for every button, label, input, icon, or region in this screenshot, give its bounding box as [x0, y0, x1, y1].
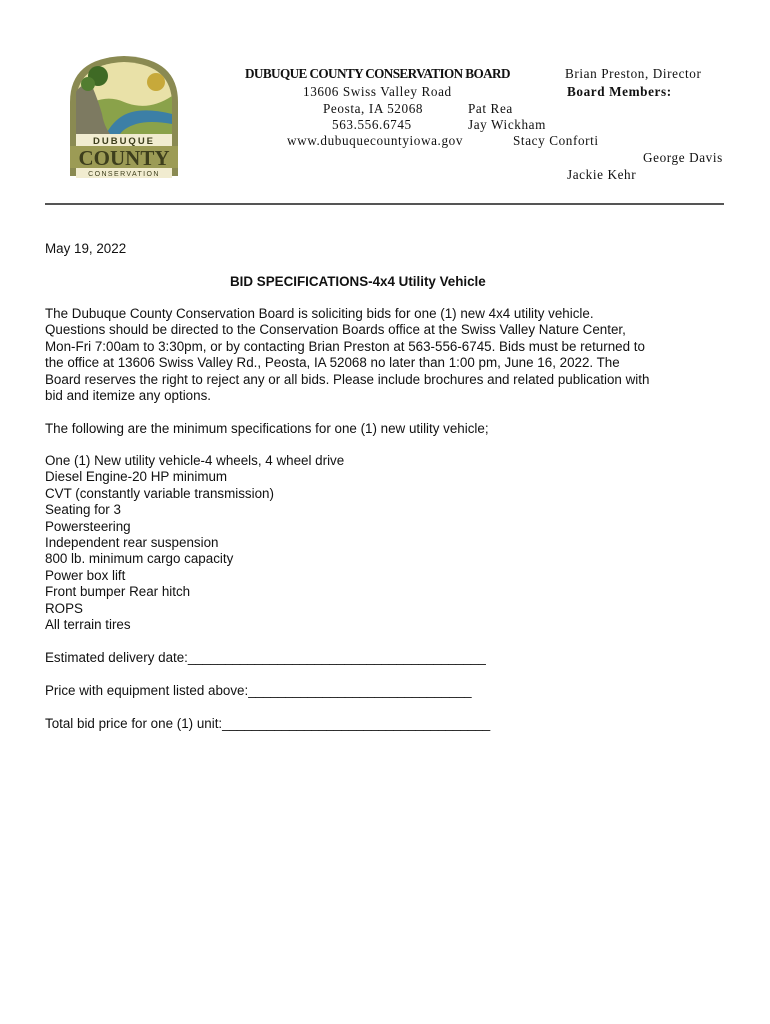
- intro-line: the office at 13606 Swiss Valley Rd., Peosta, IA 52068 no later than 1:00 pm, June 16, 2022. The: [45, 355, 620, 371]
- spec-item: Seating for 3: [45, 502, 121, 518]
- spec-item: Diesel Engine-20 HP minimum: [45, 469, 228, 485]
- phone-number: 563.556.6745: [332, 117, 412, 132]
- director-name: Brian Preston, Director: [565, 66, 702, 81]
- document-title: BID SPECIFICATIONS-4x4 Utility Vehicle: [230, 274, 486, 289]
- website-link[interactable]: www.dubuquecountyiowa.gov: [287, 133, 464, 148]
- equipment-price-field[interactable]: Price with equipment listed above:______________________________: [45, 683, 472, 698]
- header-divider: [45, 203, 724, 205]
- board-members-label: Board Members:: [567, 84, 672, 99]
- spec-item: One (1) New utility vehicle-4 wheels, 4 wheel drive: [45, 453, 345, 468]
- document-date: May 19, 2022: [45, 241, 127, 256]
- board-member: George Davis: [643, 150, 723, 165]
- intro-line: The Dubuque County Conservation Board is soliciting bids for one (1) new 4x4 utility vehicle.: [45, 306, 594, 321]
- logo-top-text: DUBUQUE: [92, 136, 156, 147]
- org-name: DUBUQUE COUNTY CONSERVATION BOARD: [245, 66, 510, 81]
- address-line-1: 13606 Swiss Valley Road: [303, 84, 452, 99]
- delivery-date-field[interactable]: Estimated delivery date:________________________________________: [45, 650, 486, 665]
- intro-paragraph: [45, 306, 705, 404]
- spec-item: Front bumper Rear hitch: [45, 584, 191, 600]
- spec-item: CVT (constantly variable transmission): [45, 485, 274, 501]
- board-member: Jackie Kehr: [567, 167, 637, 182]
- intro-line: Mon-Fri 7:00am to 3:30pm, or by contacting Brian Preston at 563-556-6745. Bids must be returned to: [45, 338, 645, 354]
- address-line-2: Peosta, IA 52068: [323, 101, 424, 116]
- logo-bottom-text: CONSERVATION: [88, 171, 160, 178]
- board-member: Jay Wickham: [468, 117, 546, 132]
- logo-main-text: COUNTY: [78, 146, 170, 170]
- spec-item: Power box lift: [45, 567, 126, 583]
- dubuque-county-conservation-logo: [62, 52, 186, 182]
- intro-line: bid and itemize any options.: [45, 388, 211, 404]
- intro-line: Questions should be directed to the Conservation Boards office at the Swiss Valley Nature Center,: [45, 322, 626, 338]
- spec-item: 800 lb. minimum cargo capacity: [45, 551, 234, 567]
- specifications-list: [45, 453, 344, 633]
- spec-item: ROPS: [45, 600, 83, 616]
- logo-foliage: [147, 73, 165, 91]
- intro-line: Board reserves the right to reject any or all bids. Please include brochures and related publication with: [45, 371, 650, 387]
- board-member: Pat Rea: [468, 101, 513, 116]
- spec-item: All terrain tires: [45, 616, 131, 632]
- total-bid-price-field[interactable]: Total bid price for one (1) unit:____________________________________: [45, 716, 491, 731]
- specs-lead-text: The following are the minimum specifications for one (1) new utility vehicle;: [45, 421, 489, 436]
- spec-item: Powersteering: [45, 518, 131, 534]
- logo-tree-2: [81, 77, 95, 91]
- spec-item: Independent rear suspension: [45, 534, 219, 550]
- board-member: Stacy Conforti: [513, 133, 599, 148]
